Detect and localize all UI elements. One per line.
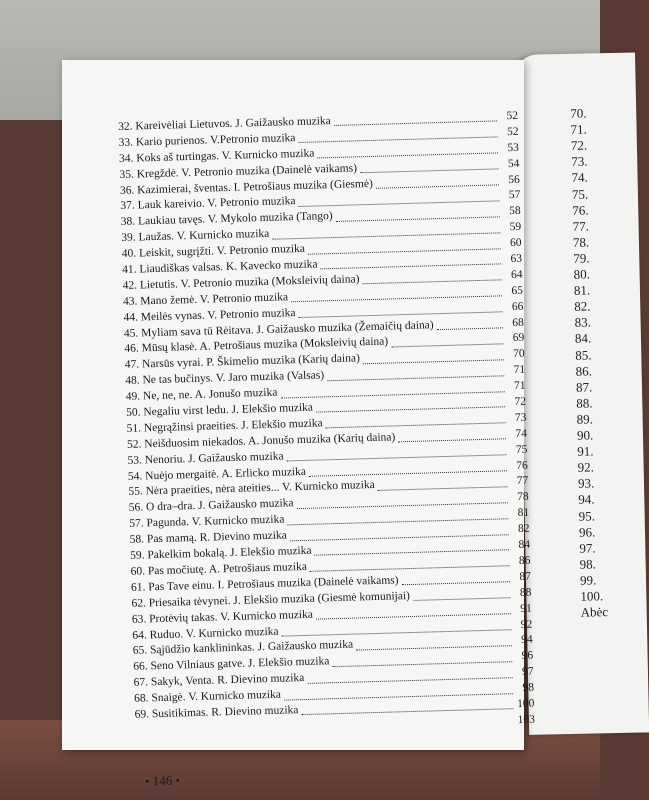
right-page-entry-number: 83. <box>574 314 592 331</box>
toc-entry-page: 96 <box>521 649 534 663</box>
toc-entry-page: 87 <box>519 570 532 583</box>
toc-entry-title: 61. Pas Tave einu. I. Petrošiaus muzika (Dainelė vaikams) <box>130 574 399 594</box>
toc-entry-title: 51. Negrąžinsi praeities. J. Elekšio muzika <box>126 417 323 435</box>
toc-entry-page: 92 <box>520 618 533 631</box>
right-page-entry-number: 76. <box>572 202 589 218</box>
toc-entry-title: 58. Pas mamą. R. Dievino muzika <box>129 529 287 546</box>
toc-entry-title: 44. Meilės vynas. V. Petronio muzika <box>123 306 296 324</box>
toc-leader-dots <box>360 161 499 174</box>
toc-entry-title: 34. Koks aš turtingas. V. Kurnicko muzika <box>118 147 315 165</box>
toc-entry-page: 54 <box>507 157 520 170</box>
toc-leader-dots <box>362 272 501 285</box>
toc-entry-title: 37. Lauk kareivio. V. Petronio muzika <box>120 195 296 213</box>
toc-entry-title: 56. O dra–dra. J. Gaižausko muzika <box>128 497 294 515</box>
toc-entry-page: 72 <box>514 395 527 409</box>
toc-entry-page: 78 <box>517 491 529 504</box>
toc-entry-page: 103 <box>517 713 536 726</box>
toc-entry-title: 67. Sakyk, Venta. R. Dievino muzika <box>133 672 305 689</box>
toc-entry-title: 55. Nėra praeities, nėra ateities... V. Kurnicko muzika <box>128 479 375 499</box>
toc-leader-dots <box>363 351 504 364</box>
toc-leader-dots <box>332 653 512 667</box>
toc-entry-title: 50. Negaliu virst ledu. J. Elekšio muzika <box>126 401 314 419</box>
right-page-entry-number: 82. <box>574 298 591 314</box>
right-page-entry-number: 85. <box>575 346 592 363</box>
toc-entry-page: 76 <box>516 459 528 472</box>
toc-entry-page: 64 <box>510 268 523 281</box>
toc-entry-page: 86 <box>518 554 531 567</box>
toc-entry-title: 63. Protėvių takas. V. Kurnicko muzika <box>131 608 314 626</box>
toc-entry-title: 54. Nuėjo mergaitė. A. Erlicko muzika <box>127 465 307 483</box>
right-page-entry-number: 84. <box>574 330 592 347</box>
toc-leader-dots <box>316 399 505 413</box>
table-of-contents <box>118 109 535 740</box>
toc-entry-page: 73 <box>514 411 527 424</box>
toc-entry-title: 65. Sąjūdžio kanklininkas. J. Gaižausko muzika <box>132 639 354 658</box>
toc-leader-dots <box>391 335 503 347</box>
toc-entry-title: 35. Kregždė. V. Petronio muzika (Dainelė vaikams) <box>119 162 358 181</box>
toc-entry-page: 71 <box>513 363 526 377</box>
toc-entry-title: 57. Pagunda. V. Kurnicko muzika <box>129 513 285 531</box>
toc-leader-dots <box>356 637 512 650</box>
toc-entry-title: 39. Laužas. V. Kurnicko muzika <box>121 228 270 245</box>
toc-entry-page: 53 <box>507 141 520 154</box>
toc-entry-title: 48. Ne tas bučinys. V. Jaro muzika (Valsas) <box>125 369 325 388</box>
toc-entry-title: 43. Mano žemė. V. Petronio muzika <box>122 291 289 308</box>
right-page-entry-number: 96. <box>578 524 596 540</box>
right-page-entry-number: 80. <box>573 266 591 282</box>
right-page <box>515 52 649 734</box>
toc-leader-dots <box>317 145 498 159</box>
toc-entry-page: 97 <box>521 665 534 679</box>
toc-leader-dots <box>308 240 501 254</box>
toc-leader-dots <box>413 589 511 601</box>
toc-entry-page: 69 <box>512 332 525 345</box>
left-page <box>62 60 536 789</box>
toc-leader-dots <box>437 319 503 330</box>
right-page-entry-number: 71. <box>570 121 587 137</box>
toc-entry-title: 47. Narsūs vyrai. P. Škimelio muzika (Karių daina) <box>124 352 361 372</box>
right-page-entry-number: Abėc <box>580 604 609 620</box>
toc-entry-page: 66 <box>511 300 524 313</box>
toc-entry-page: 63 <box>510 252 523 266</box>
right-page-entry-number: 93. <box>577 475 595 492</box>
right-page-entry-number: 87. <box>575 379 593 395</box>
toc-entry-title: 45. Myliam sava tū Rėitava. J. Gaižausko muzika (Žemaičių daina) <box>123 318 434 340</box>
toc-entry-title: 69. Susitikimas. R. Dievino muzika <box>134 704 299 721</box>
right-page-entry-number: 70. <box>570 105 587 121</box>
toc-leader-dots <box>376 176 499 188</box>
right-page-entry-number: 97. <box>579 540 596 556</box>
toc-entry-page: 70 <box>513 348 525 361</box>
toc-entry-page: 88 <box>519 586 532 599</box>
toc-entry-page: 75 <box>515 443 528 456</box>
right-page-entry-number: 77. <box>572 218 589 234</box>
right-page-entry-number: 72. <box>570 137 588 154</box>
right-page-entry-number: 74. <box>571 169 588 186</box>
toc-entry-title: 38. Laukiau tavęs. V. Mykolo muzika (Tango) <box>120 210 333 229</box>
toc-entry-page: 98 <box>522 681 535 694</box>
toc-entry-page: 56 <box>508 173 520 186</box>
toc-entry-title: 40. Leiskit, sugrįžti. V. Petronio muzika <box>121 242 306 261</box>
toc-entry-page: 82 <box>517 522 530 536</box>
page-number-footer: • 146 • <box>144 772 181 789</box>
toc-leader-dots <box>401 574 510 586</box>
toc-leader-dots <box>335 208 499 222</box>
toc-entry-title: 42. Lietutis. V. Petronio muzika (Moksleivių daina) <box>122 273 360 292</box>
toc-entry-title: 32. Kareivėliai Lietuvos. J. Gaižausko muzika <box>118 115 331 133</box>
toc-entry-page: 84 <box>518 538 531 552</box>
right-page-entry-number: 81. <box>573 282 591 298</box>
toc-entry-page: 74 <box>515 427 528 440</box>
toc-entry-title: 36. Kazimierai, šventas. I. Petrošiaus muzika (Giesmė) <box>119 177 373 197</box>
toc-entry-page: 59 <box>509 221 522 234</box>
toc-leader-dots <box>327 367 504 381</box>
toc-entry-title: 62. Priesaika tėvynei. J. Elekšio muzika (Giesmė komunijai) <box>131 589 411 610</box>
toc-entry-title: 59. Pakelkim bokalą. J. Elekšio muzika <box>130 544 312 562</box>
right-page-entry-number: 86. <box>575 363 593 379</box>
toc-entry-page: 77 <box>516 475 529 488</box>
toc-entry-page: 94 <box>521 634 533 647</box>
toc-entry-title: 64. Ruduo. V. Kurnicko muzika <box>132 625 279 642</box>
right-page-entry-number: 99. <box>579 572 597 588</box>
toc-entry-title: 53. Nenoriu. J. Gaižausko muzika <box>127 450 284 467</box>
toc-leader-dots <box>398 431 506 443</box>
toc-entry-title: 33. Kario purienos. V.Petronio muzika <box>118 131 296 149</box>
toc-leader-dots <box>334 113 497 127</box>
toc-entry-page: 52 <box>506 109 519 123</box>
right-page-entry-number: 75. <box>571 185 589 202</box>
toc-entry-page: 71 <box>513 379 526 393</box>
toc-entry-title: 66. Seno Vilniaus gatve. J. Elekšio muzika <box>133 655 330 674</box>
right-page-entry-number: 98. <box>579 556 597 572</box>
right-page-entry-number: 94. <box>578 491 595 508</box>
toc-leader-dots <box>326 415 506 429</box>
toc-entry-page: 68 <box>512 316 524 329</box>
toc-leader-dots <box>378 478 508 491</box>
right-page-entry-number: 73. <box>571 153 588 170</box>
toc-entry-title: 52. Neišduosim niekados. A. Jonušo muzika (Karių daina) <box>126 431 396 451</box>
right-page-entry-number: 100. <box>580 588 604 604</box>
toc-entry-page: 58 <box>509 205 521 218</box>
toc-entry-page: 81 <box>517 506 530 520</box>
toc-entry-title: 49. Ne, ne, ne. A. Jonušo muzika <box>125 386 278 404</box>
toc-entry-page: 100 <box>517 697 535 711</box>
right-page-entry-number: 90. <box>576 427 594 443</box>
right-page-entry-number: 78. <box>572 234 590 250</box>
right-page-entry-number: 89. <box>576 411 594 427</box>
toc-entry-page: 91 <box>520 602 532 615</box>
toc-entry-page: 57 <box>508 189 521 202</box>
right-page-entry-number: 91. <box>577 443 594 459</box>
right-page-entry-number: 92. <box>577 459 595 475</box>
toc-entry-title: 60. Pas močiutę. A. Petrošiaus muzika <box>130 560 308 578</box>
toc-entry-page: 52 <box>506 125 519 139</box>
right-page-entry-number: 95. <box>578 507 596 524</box>
right-page-entry-number: 79. <box>573 250 590 266</box>
right-page-entry-number: 88. <box>576 395 593 411</box>
toc-entry-page: 65 <box>511 284 524 297</box>
toc-leader-dots <box>320 256 501 270</box>
toc-entry-page: 60 <box>509 236 522 250</box>
toc-entry-title: 41. Liaudiškas valsas. K. Kavecko muzika <box>122 258 318 276</box>
toc-entry-title: 68. Snaigė. V. Kurnicko muzika <box>134 688 282 705</box>
toc-entry-title: 46. Mūsų klasė. A. Petrošiaus muzika (Moksleivių daina) <box>124 336 389 356</box>
